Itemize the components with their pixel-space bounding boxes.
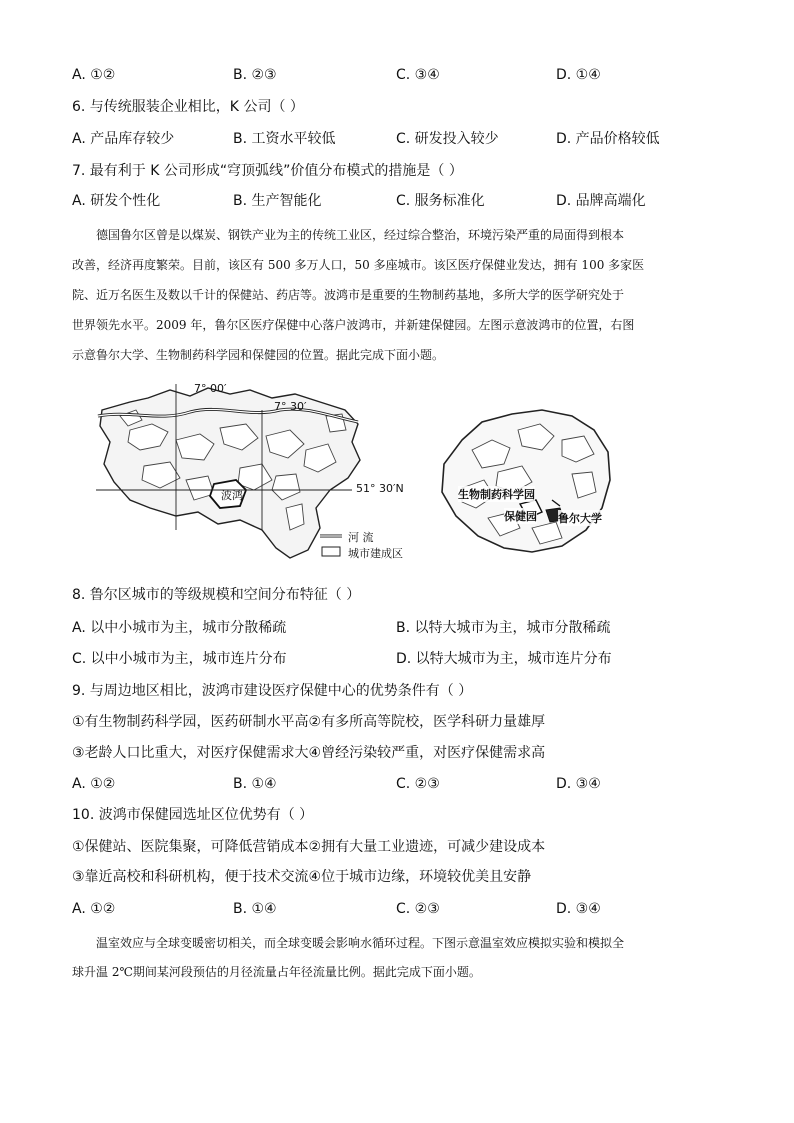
legend-urban-label: 城市建成区: [348, 547, 403, 560]
q9-stem: 9. 与周边地区相比，波鸿市建设医疗保健中心的优势条件有（ ）: [72, 683, 473, 699]
q6-stem: 6. 与传统服装企业相比，K 公司（ ）: [72, 99, 304, 115]
q5-option-d: D. ①④: [556, 67, 601, 83]
q5-option-a: A. ①②: [72, 67, 116, 83]
q7-option-d: D. 品牌高端化: [556, 193, 646, 209]
q10-option-b: B. ①④: [233, 901, 277, 917]
passage1-line-1: 德国鲁尔区曾是以煤炭、钢铁产业为主的传统工业区，经过综合整治，环境污染严重的局面得到根本: [96, 228, 625, 242]
q10-item-line-1: ①保健站、医院集聚，可降低营销成本②拥有大量工业遗迹，可减少建设成本: [72, 839, 546, 855]
q9-option-b: B. ①④: [233, 776, 277, 792]
lat-label-51-30: 51° 30′N: [356, 482, 404, 495]
passage1-line-4: 世界领先水平。2009 年，鲁尔区医疗保健中心落户波鸿市，并新建保健园。左图示意波鸿市的位置，右图: [72, 318, 635, 332]
q8-stem: 8. 鲁尔区城市的等级规模和空间分布特征（ ）: [72, 587, 361, 603]
bochum-city-label: 波鸿: [221, 489, 243, 502]
q6-option-a: A. 产品库存较少: [72, 131, 175, 147]
q5-option-b: B. ②③: [233, 67, 277, 83]
q6-option-c: C. 研发投入较少: [396, 131, 499, 147]
q6-option-d: D. 产品价格较低: [556, 131, 660, 147]
ruhr-university-label: 鲁尔大学: [558, 512, 602, 525]
science-park-label: 生物制药科学园: [458, 488, 535, 501]
q9-item-line-1: ①有生物制药科学园，医药研制水平高②有多所高等院校，医学科研力量雄厚: [72, 714, 546, 730]
q8-option-d: D. 以特大城市为主，城市连片分布: [396, 651, 612, 667]
q10-item-line-2: ③靠近高校和科研机构，便于技术交流④位于城市边缘，环境较优美且安静: [72, 869, 532, 885]
lon-label-7-00: 7° 00′: [194, 382, 227, 395]
legend-river-label: 河 流: [348, 531, 374, 544]
passage1-line-5: 示意鲁尔大学、生物制药科学园和保健园的位置。据此完成下面小题。: [72, 348, 445, 362]
q10-option-a: A. ①②: [72, 901, 116, 917]
q10-stem: 10. 波鸿市保健园选址区位优势有（ ）: [72, 807, 314, 823]
q9-item-line-2: ③老龄人口比重大，对医疗保健需求大④曾经污染较严重，对医疗保健需求高: [72, 745, 546, 761]
passage2-line-1: 温室效应与全球变暖密切相关，而全球变暖会影响水循环过程。下图示意温室效应模拟实验和模拟全: [96, 936, 625, 950]
q6-option-b: B. 工资水平较低: [233, 131, 336, 147]
q8-option-c: C. 以中小城市为主，城市连片分布: [72, 651, 287, 667]
q7-option-b: B. 生产智能化: [233, 193, 322, 209]
passage1-line-2: 改善，经济再度繁荣。目前，该区有 500 多万人口，50 多座城市。该区医疗保健业发达，拥有 100 多家医: [72, 258, 645, 272]
lon-label-7-30: 7° 30′: [274, 400, 307, 413]
q7-stem: 7. 最有利于 K 公司形成“穹顶弧线”价值分布模式的措施是（ ）: [72, 163, 463, 179]
passage2-line-2: 球升温 2℃期间某河段预估的月径流量占年径流量比例。据此完成下面小题。: [72, 965, 481, 979]
q10-option-d: D. ③④: [556, 901, 601, 917]
health-garden-label: 保健园: [504, 510, 537, 523]
map-right: [432, 400, 622, 560]
map-left: [90, 380, 420, 570]
q7-option-a: A. 研发个性化: [72, 193, 161, 209]
q5-option-c: C. ③④: [396, 67, 440, 83]
q9-option-a: A. ①②: [72, 776, 116, 792]
q9-option-c: C. ②③: [396, 776, 440, 792]
q8-option-b: B. 以特大城市为主，城市分散稀疏: [396, 620, 611, 636]
q10-option-c: C. ②③: [396, 901, 440, 917]
q7-option-c: C. 服务标准化: [396, 193, 485, 209]
q8-option-a: A. 以中小城市为主，城市分散稀疏: [72, 620, 287, 636]
q9-option-d: D. ③④: [556, 776, 601, 792]
passage1-line-3: 院、近万名医生及数以千计的保健站、药店等。波鸿市是重要的生物制药基地，多所大学的医学研究处于: [72, 288, 625, 302]
